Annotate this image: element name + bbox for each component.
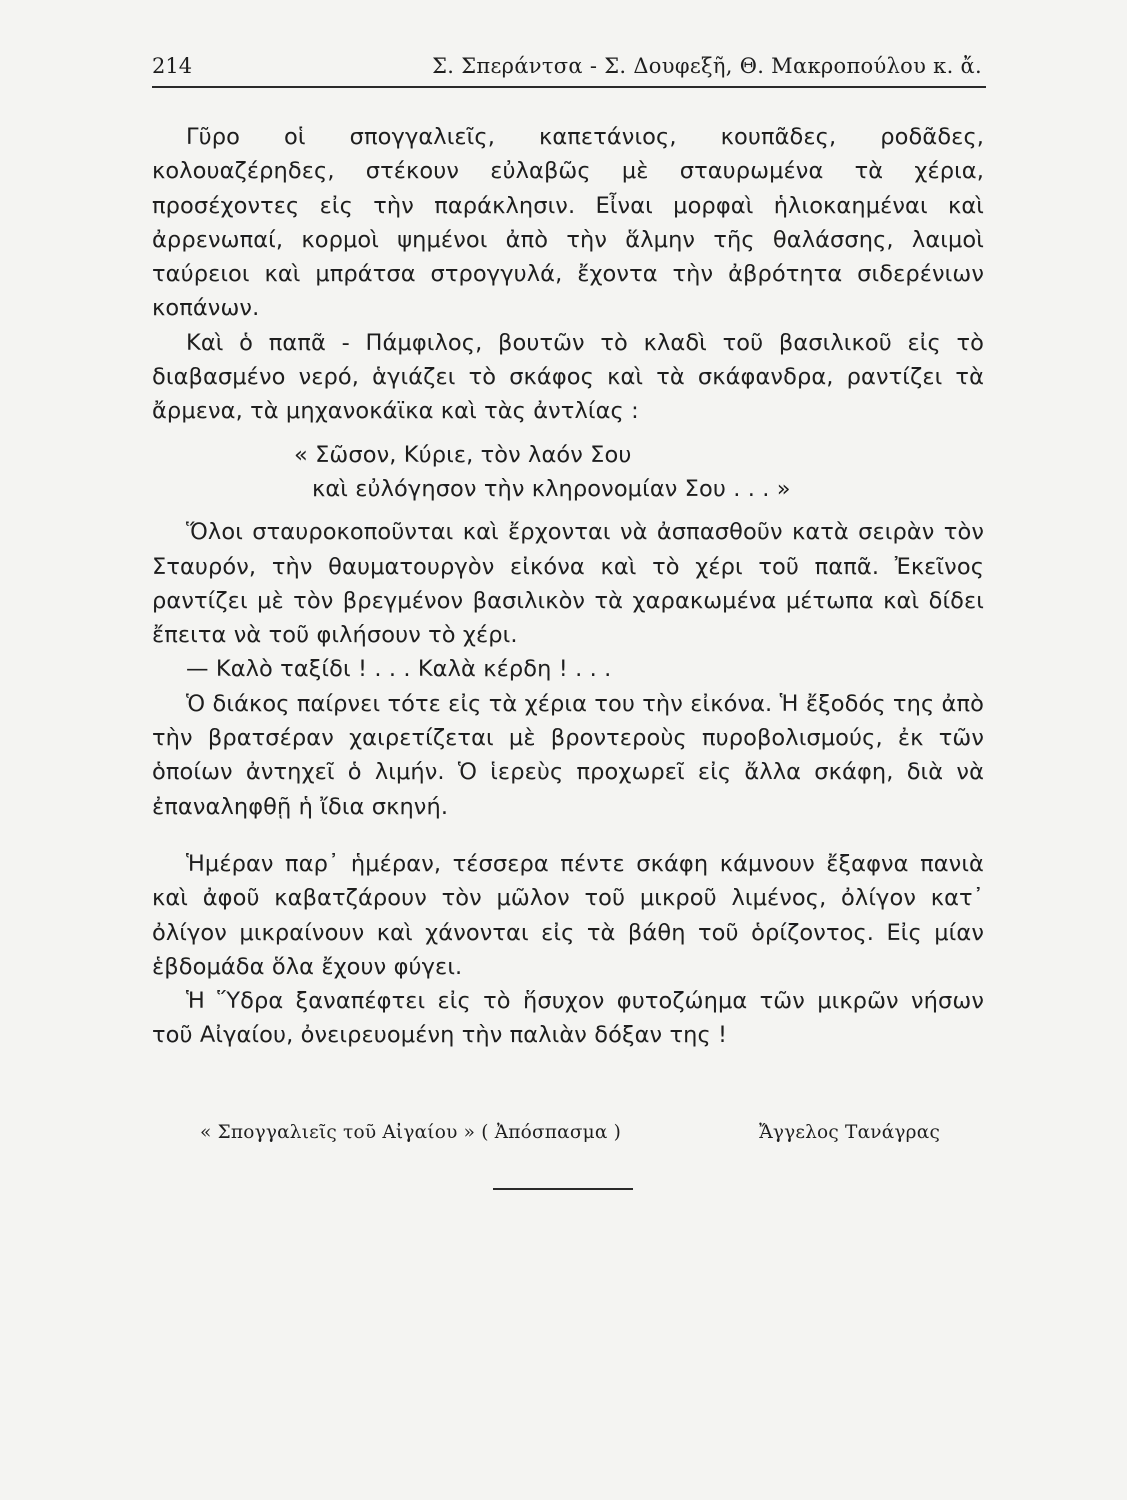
source-author: Ἄγγελος Τανάγρας	[759, 1122, 940, 1143]
page-header	[152, 52, 986, 88]
paragraph-5: Ὁ διάκος παίρνει τότε εἰς τὰ χέρια του τὴν εἰκόνα. Ἡ ἔξοδός της ἀπὸ τὴν βρατσέραν χαιρετίζεται μὲ βροντεροὺς πυροβολισμούς, ἐκ τῶν ὁποίων ἀντηχεῖ ὁ λιμήν. Ὁ ἱερεὺς προχωρεῖ εἰς ἄλλα σκάφη, διὰ νὰ ἐπαναληφθῇ ἡ ἴδια σκηνή.	[152, 690, 984, 820]
paragraph-2: Καὶ ὁ παπᾶ - Πάμφιλος, βουτῶν τὸ κλαδὶ τοῦ βασιλικοῦ εἰς τὸ διαβασμένο νερό, ἁγιάζει τὸ σκάφος καὶ τὰ σκάφανδρα, ραντίζει τὰ ἄρμενα, τὰ μηχανοκάϊκα καὶ τὰς ἀντλίας :	[152, 329, 984, 425]
verse-line-2: καὶ εὐλόγησον τὴν κληρονομίαν Σου . . . »	[312, 475, 791, 502]
paragraph-3: Ὅλοι σταυροκοποῦνται καὶ ἔρχονται νὰ ἀσπασθοῦν κατὰ σειρὰν τὸν Σταυρόν, τὴν θαυματουργὸν εἰκόνα καὶ τὸ χέρι τοῦ παπᾶ. Ἐκεῖνος ραντίζει μὲ τὸν βρεγμένον βασιλικὸν τὰ χαρακωμένα μέτωπα καὶ δίδει ἔπειτα νὰ τοῦ φιλήσουν τὸ χέρι.	[152, 519, 984, 649]
paragraph-1: Γῦρο οἱ σπογγαλιεῖς, καπετάνιος, κουπᾶδες, ροδᾶδες, κολουαζέρηδες, στέκουν εὐλαβῶς μὲ σταυρωμένα τὰ χέρια, προσέχοντες εἰς τὴν παράκλησιν. Εἶναι μορφαὶ ἡλιοκαημέναι καὶ ἀρρενωπαί, κορμοὶ ψημένοι ἀπὸ τὴν ἅλμην τῆς θαλάσσης, λαιμοὶ ταύρειοι καὶ μπράτσα στρογγυλά, ἔχοντα τὴν ἀβρότητα σιδερένιων κοπάνων.	[152, 124, 984, 322]
main-text	[152, 120, 984, 1053]
paragraph-4: — Καλὸ ταξίδι ! . . . Καλὰ κέρδη ! . . .	[186, 656, 612, 683]
page-number: 214	[152, 54, 193, 78]
end-rule	[493, 1188, 633, 1190]
section-gap	[152, 824, 984, 847]
source-title: « Σπογγαλιεῖς τοῦ Αἰγαίου » ( Ἀπόσπασμα )	[200, 1122, 622, 1143]
verse-quote	[294, 438, 984, 507]
paragraph-7: Ἡ Ὕδρα ξαναπέφτει εἰς τὸ ἥσυχον φυτοζώημα τῶν μικρῶν νήσων τοῦ Αἰγαίου, ὀνειρευομένη τὴν παλιὰν δόξαν της !	[152, 988, 984, 1049]
running-head: Σ. Σπεράντσα - Σ. Δουφεξῆ, Θ. Μακροπούλου κ. ἄ.	[432, 54, 982, 78]
paragraph-6: Ἡμέραν παρ᾽ ἡμέραν, τέσσερα πέντε σκάφη κάμνουν ἔξαφνα πανιὰ καὶ ἀφοῦ καβατζάρουν τὸν μῶλον τοῦ μικροῦ λιμένος, ὀλίγον κατ᾽ ὀλίγον μικραίνουν καὶ χάνονται εἰς τὰ βάθη τοῦ ὁρίζοντος. Εἰς μίαν ἑβδομάδα ὅλα ἔχουν φύγει.	[152, 850, 984, 980]
verse-line-1: « Σῶσον, Κύριε, τὸν λαόν Σου	[294, 441, 632, 468]
